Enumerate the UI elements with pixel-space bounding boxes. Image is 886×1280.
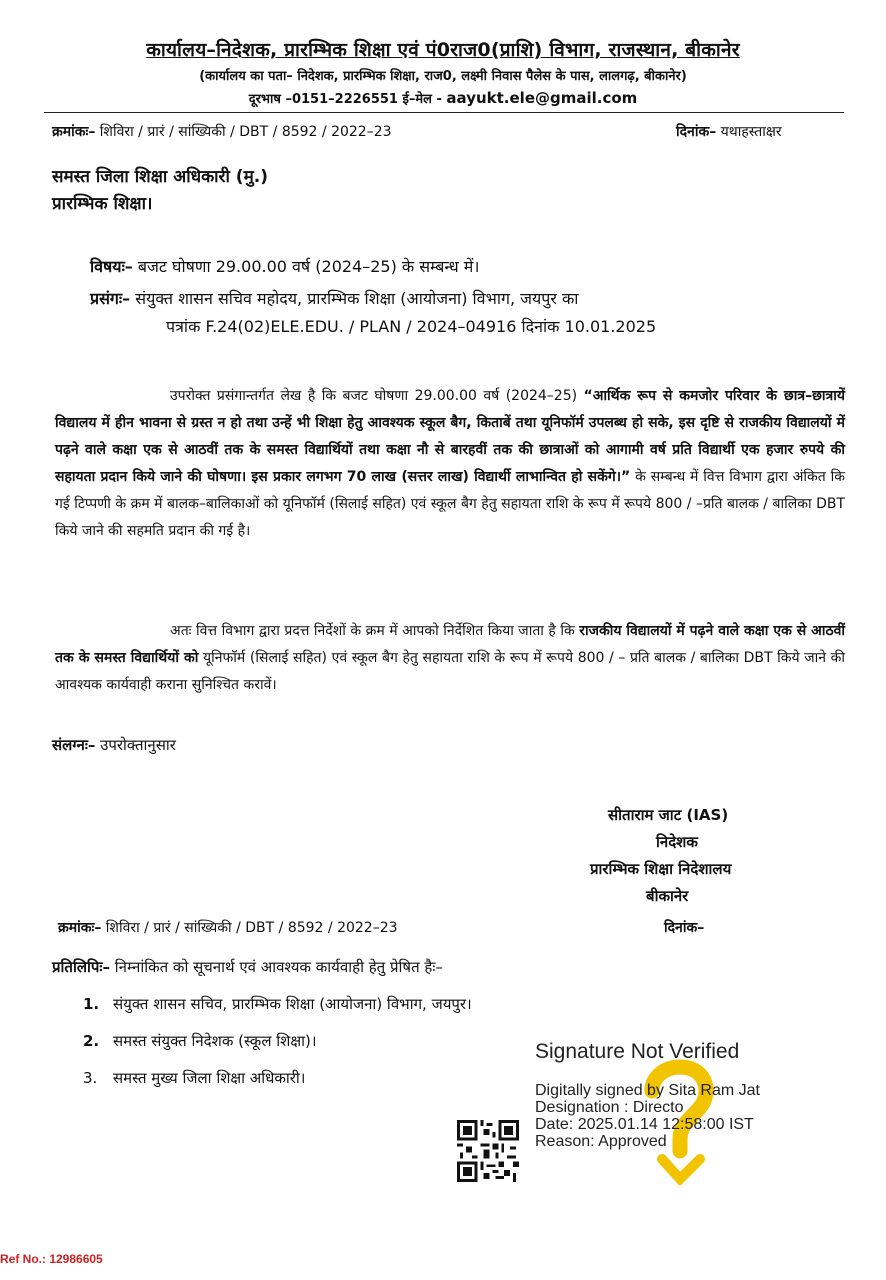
- signatory-designation: निदेशक: [656, 833, 698, 851]
- addressee-block: [52, 164, 268, 218]
- phone-label: दूरभाष –0151–2226551 ई–मेल -: [248, 92, 447, 107]
- signatory-block: [590, 802, 731, 910]
- list-item: 3. समस्त मुख्य जिला शिक्षा अधिकारी।: [83, 1069, 306, 1087]
- header-divider: [44, 112, 844, 113]
- reference-date-2: दिनांक–: [664, 920, 705, 936]
- office-contact: [0, 89, 886, 107]
- reference-context: प्रसंगः– संयुक्त शासन सचिव महोदय, प्रारम्भिक शिक्षा (आयोजना) विभाग, जयपुर का पत्रांक F.24(02)ELE.EDU. / PLAN / 2024–04916 दिनांक 10.01.2025: [90, 289, 657, 336]
- footer-ref-number: Ref No.: 12986605: [0, 1252, 103, 1266]
- list-item: 1. संयुक्त शासन सचिव, प्रारम्भिक शिक्षा (आयोजना) विभाग, जयपुर।: [83, 995, 472, 1013]
- office-address: (कार्यालय का पता– निदेशक, प्रारम्भिक शिक्षा, राज0, लक्ष्मी निवास पैलेस के पास, लालगढ़, बीकानेर): [199, 69, 687, 84]
- body-paragraph-2: अतः वित्त विभाग द्वारा प्रदत्त निर्देशों के क्रम में आपको निर्देशित किया जाता है कि राजकीय विद्यालयों में पढ़ने वाले कक्षा एक से आठवीं तक के समस्त विद्यार्थियों को यूनिफॉर्म (सिलाई सहित) एवं स्कूल बैग हेतु सहायता राशि के रूप में रूपये 800 / – प्रति बालक / बालिका DBT किये जाने की आवश्यक कार्यवाही कराना सुनिश्चित करावें।: [55, 623, 845, 693]
- reference-number: क्रमांकः– शिविरा / प्रारं / सांख्यिकी / DBT / 8592 / 2022–23: [52, 124, 392, 140]
- signatory-city: बीकानेर: [646, 887, 689, 905]
- addressee-line-1: समस्त जिला शिक्षा अधिकारी (मु.): [52, 167, 268, 187]
- copy-to-line: प्रतिलिपिः– निम्नांकित को सूचनार्थ एवं आवश्यक कार्यवाही हेतु प्रेषित हैः–: [52, 958, 443, 976]
- signatory-office: प्रारम्भिक शिक्षा निदेशालय: [590, 860, 732, 878]
- date-line: Date: 2025.01.14 12:58:00 IST: [535, 1116, 754, 1133]
- signer-line: Digitally signed by Sita Ram Jat: [535, 1082, 760, 1099]
- body-paragraph-1: उपरोक्त प्रसंगान्तर्गत लेख है कि बजट घोषणा 29.00.00 वर्ष (2024–25) “आर्थिक रूप से कमजोर परिवार के छात्र–छात्रायें विद्यालय में हीन भावना से ग्रस्त न हो तथा उन्हें भी शिक्षा हेतु आवश्यक स्कूल बैग, किताबें तथा यूनिफॉर्म उपलब्ध हो सके, इस दृष्टि से राजकीय विद्यालयों में पढ़ने वाले कक्षा एक से आठवीं तक के समस्त विद्यार्थियों तथा कक्षा नौ से बारहवीं तक की छात्राओं को आगामी वर्ष प्रति विद्यार्थी एक हजार रुपये की सहायता प्रदान किये जाने की घोषणा। इस प्रकार लगभग 70 लाख (सत्तर लाख) विद्यार्थी लाभान्वित हो सकेंगे।” के सम्बन्ध में वित्त विभाग द्वारा अंकित कि गई टिप्पणी के क्रम में बालक–बालिकाओं को यूनिफॉर्म (सिलाई सहित) एवं स्कूल बैग हेतु सहायता राशि के रूप में रूपये 800 / –प्रति बालक / बालिका DBT किये जाने की सहमति प्रदान की गई है।: [55, 388, 846, 539]
- signatory-name: सीताराम जाट (IAS): [608, 806, 729, 824]
- copy-to-list: [83, 986, 472, 1097]
- reference-date: दिनांक– यथाहस्ताक्षर: [676, 124, 782, 140]
- qr-code-icon: [457, 1120, 519, 1182]
- signature-status: Signature Not Verified: [535, 1040, 740, 1063]
- email-link[interactable]: aayukt.ele@gmail.com: [446, 89, 638, 107]
- office-title: कार्यालय–निदेशक, प्रारम्भिक शिक्षा एवं पं0राज0(प्राशि) विभाग, राजस्थान, बीकानेर: [146, 39, 740, 61]
- list-item: 2. समस्त संयुक्त निदेशक (स्कूल शिक्षा)।: [83, 1032, 317, 1050]
- budget-announcement-quote: “आर्थिक रूप से कमजोर परिवार के छात्र–छात्रायें विद्यालय में हीन भावना से ग्रस्त न हो तथा उन्हें भी शिक्षा हेतु आवश्यक स्कूल बैग, किताबें तथा यूनिफॉर्म उपलब्ध हो सके, इस दृष्टि से राजकीय विद्यालयों में पढ़ने वाले कक्षा एक से आठवीं तक के समस्त विद्यार्थियों तथा कक्षा नौ से बारहवीं तक की छात्राओं को आगामी वर्ष प्रति विद्यार्थी एक हजार रुपये की सहायता प्रदान किये जाने की घोषणा। इस प्रकार लगभग 70 लाख (सत्तर लाख) विद्यार्थी लाभान्वित हो सकेंगे।”: [55, 388, 845, 485]
- reference-number-2: क्रमांकः– शिविरा / प्रारं / सांख्यिकी / DBT / 8592 / 2022–23: [58, 920, 398, 936]
- enclosure-line: संलग्नः– उपरोक्तानुसार: [52, 736, 176, 754]
- designation-line: Designation : Directo: [535, 1099, 684, 1116]
- digital-signature-block: [535, 1040, 825, 1150]
- reason-line: Reason: Approved: [535, 1133, 667, 1150]
- subject-line: विषयः– बजट घोषणा 29.00.00 वर्ष (2024–25) के सम्बन्ध में।: [90, 257, 480, 276]
- addressee-line-2: प्रारम्भिक शिक्षा।: [52, 194, 153, 214]
